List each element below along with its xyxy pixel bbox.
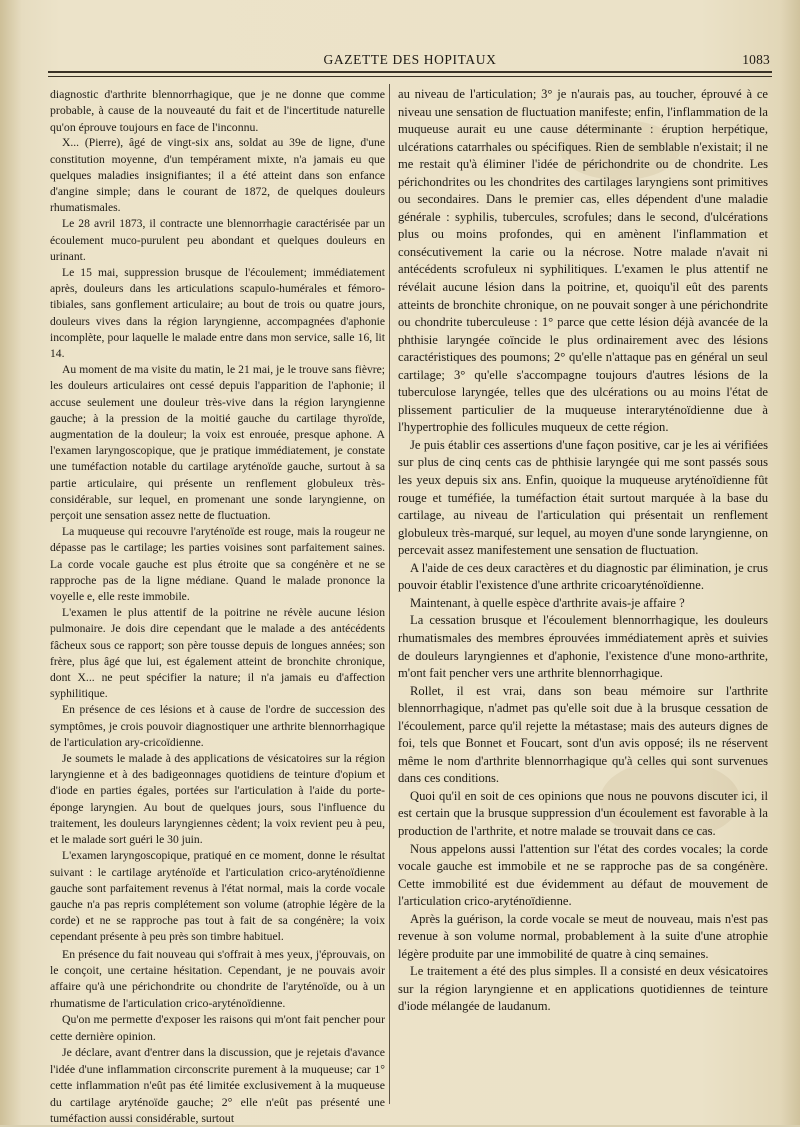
paragraph: diagnostic d'arthrite blennorrhagique, que je ne donne que comme probable, à cause de la nouveauté du fait et de l'incertitude naturelle qu'on éprouve toujours en face de l'inconnu. bbox=[50, 87, 385, 134]
paragraph: La cessation brusque et l'écoulement blennorrhagique, les douleurs rhumatismales des membres éprouvées immédiatement après et suivies de douleurs laryngiennes et d'aphonie, l'existence d'une mono-arthrite, m'ont fait pencher vers une arthrite blennorrhagique. bbox=[398, 613, 768, 681]
paragraph: Je soumets le malade à des applications de vésicatoires sur la région laryngienne et à des badigeonnages quotidiens de teinture d'opium et d'iode en parties égales, portées sur l'articulation à l'aide du porte-éponge laryngien. Au bout de quelques jours, sous l'influence du traitement, les douleurs laryngiennes cèdent; la voix revient peu à peu, et le malade sort guéri le 30 juin. bbox=[50, 752, 385, 847]
left-column bbox=[50, 86, 385, 1127]
paragraph: Au moment de ma visite du matin, le 21 mai, je le trouve sans fièvre; les douleurs articulaires ont cessé depuis l'apparition de l'aphonie; il accuse seulement une douleur très-vive dans la région laryngienne gauche; à la pression de la moitié gauche du cartilage thyroïde, augmentation de la douleur; la voix est enrouée, presque aphone. A l'examen laryngoscopique, que je pratique immédiatement, je constate une tuméfaction notable du cartilage aryténoïde gauche, surtout à sa partie articulaire, qui présente un renflement globuleux très-considérable, sur lequel, en promenant une sonde laryngienne, on perçoit une sensation assez nette de fluctuation. bbox=[50, 363, 385, 523]
paragraph: Le traitement a été des plus simples. Il a consisté en deux vésicatoires sur la région laryngienne et en applications quotidiennes de teinture d'iode mélangée de laudanum. bbox=[398, 964, 768, 1014]
column-divider bbox=[389, 84, 390, 1104]
header-rule-thin bbox=[48, 76, 772, 77]
paragraph: Je puis établir ces assertions d'une façon positive, car je les ai vérifiées sur plus de cinq cents cas de phthisie laryngée qui me sont passés sous les yeux depuis six ans. Enfin, quoique la muqueuse aryténoïdienne fût rouge et tuméfiée, la tuméfaction était surtout marquée à la base du cartilage, au niveau de l'articulation qui présentait un renflement globuleux très-marqué, sur lequel, au moyen d'une sonde laryngienne, on percevait assez manifestement une sensation de fluctuation. bbox=[398, 437, 768, 558]
paragraph: Qu'on me permette d'exposer les raisons qui m'ont fait pencher pour cette dernière opinion. bbox=[50, 1012, 385, 1043]
paragraph: Maintenant, à quelle espèce d'arthrite avais-je affaire ? bbox=[410, 595, 685, 610]
paragraph: En présence de ces lésions et à cause de l'ordre de succession des symptômes, je crois pouvoir diagnostiquer une arthrite blennorrhagique de l'articulation ary-cricoïdienne. bbox=[50, 703, 385, 749]
paragraph: Nous appelons aussi l'attention sur l'état des cordes vocales; la corde vocale gauche est immobile et ne se rapproche pas de sa congénère. Cette immobilité est due évidemment au défaut de mouvement de l'articulation crico-aryténoïdienne. bbox=[398, 841, 768, 909]
header-rule-thick bbox=[48, 71, 772, 73]
paragraph: Après la guérison, la corde vocale se meut de nouveau, mais n'est pas revenue à son volume normal, probablement à la suite d'une atrophie légère produite par une immobilité de quatre à cinq semaines. bbox=[398, 911, 768, 961]
paragraph: au niveau de l'articulation; 3° je n'aurais pas, au toucher, éprouvé à ce niveau une sensation de fluctuation manifeste; enfin, l'inflammation de la muqueuse aurait eu une cause déterminante : éruption herpétique, ulcérations catarrhales ou spécifiques. Rien de semblable n'existait; il ne me restait qu'à éliminer l'idée de périchondrite ou de chondrite. Les périchondrites ou les chondrites des cartilages laryngiens sont primitives ou secondaires. Dans le premier cas, elles dépendent d'une maladie générale : syphilis, tubercules, scrofules; dans le second, d'ulcérations plus ou moins profondes, qui en amènent l'inflammation et consécutivement la carie ou la nécrose. Notre malade n'avait ni antécédents scrofuleux ni syphilitiques. L'examen le plus attentif ne révélait aucune lésion dans la poitrine, et, quoiqu'il eût des parents atteints de bronchite chronique, on ne pouvait songer à une périchondrite ou chondrite tuberculeuse : 1° parce que cette lésion déjà avancée de la phthisie laryngée coïncide le plus ordinairement avec des lésions caractéristiques des poumons; 2° qu'elle n'attaque pas en général un seul cartilage; 3° qu'elle s'accompagne toujours d'autres lésions de la tuberculose laryngée, telles que des ulcérations ou au moins l'état de plissement particulier de la muqueuse interaryténoïdienne due à l'hypertrophie des follicules muqueux de cette région. bbox=[398, 87, 768, 435]
paragraph: X... (Pierre), âgé de vingt-six ans, soldat au 39e de ligne, d'une constitution moyenne, d'un tempérament mixte, n'a jamais eu que quelques maladies insignifiantes; il a été atteint dans son enfance d'angine simple; dans le courant de 1872, de quelques douleurs rhumatismales. bbox=[50, 136, 385, 215]
paragraph: L'examen le plus attentif de la poitrine ne révèle aucune lésion pulmonaire. Je dois dire cependant que le malade a des antécédents fâcheux sous ce rapport; son père tousse depuis de longues années; son frère, plus âgé que lui, est également atteint de bronchite chronique, dont X... ne peut spécifier la nature; il n'a jamais eu d'affection syphilitique. bbox=[50, 606, 385, 701]
paragraph: L'examen laryngoscopique, pratiqué en ce moment, donne le résultat suivant : le cartilage aryténoïde et l'articulation crico-aryténoïdienne gauche sont parfaitement revenus à l'état normal, mais la corde vocale gauche n'a pas repris complétement son volume (atrophie légère de la corde) et ne se rapproche pas tout à fait de sa congénère; la voix cependant présente à peu près son timbre habituel. bbox=[50, 849, 385, 944]
right-column bbox=[398, 86, 768, 1016]
paragraph: Le 28 avril 1873, il contracte une blennorrhagie caractérisée par un écoulement muco-purulent peu abondant et quelques douleurs en urinant. bbox=[50, 217, 385, 263]
paragraph: Rollet, il est vrai, dans son beau mémoire sur l'arthrite blennorrhagique, n'admet pas qu'elle soit due à la brusque cessation de l'écoulement, parce qu'il rejette la métastase; mais des auteurs dignes de foi, tels que Bonnet et Foucart, sont d'un avis opposé; ils ne réservent même le nom d'arthrite blennorrhagique qu'à celles qui sont survenues dans ces conditions. bbox=[398, 683, 768, 786]
paragraph: La muqueuse qui recouvre l'aryténoïde est rouge, mais la rougeur ne dépasse pas le cartilage; les parties voisines sont parfaitement saines. La corde vocale gauche est plus étroite que sa congénère et ne se rapproche pas de la ligne médiane. Quand le malade prononce la voyelle e, elle reste immobile. bbox=[50, 525, 385, 604]
paragraph: A l'aide de ces deux caractères et du diagnostic par élimination, je crus pouvoir établir l'existence d'une arthrite cricoaryténoïdienne. bbox=[398, 560, 768, 593]
paragraph: En présence du fait nouveau qui s'offrait à mes yeux, j'éprouvais, on le conçoit, une certaine hésitation. Cependant, je ne pouvais avoir affaire qu'à une périchondrite ou chondrite de l'aryténoïde, ou à un rhumatisme de l'articulation crico-aryténoïdienne. bbox=[50, 946, 385, 1010]
paragraph: Je déclare, avant d'entrer dans la discussion, que je rejetais d'avance l'idée d'une inflammation circonscrite purement à la muqueuse; car 1° cette inflammation n'eût pas été limitée exclusivement à la muqueuse du cartilage aryténoïde gauche; 2° elle n'eût pas présenté une tuméfaction aussi considérable, surtout bbox=[50, 1045, 385, 1126]
paragraph: Quoi qu'il en soit de ces opinions que nous ne pouvons discuter ici, il est certain que la brusque suppression d'un écoulement est favorable à la production de l'arthrite, et notre malade se trouvait dans ce cas. bbox=[398, 788, 768, 838]
paragraph: Le 15 mai, suppression brusque de l'écoulement; immédiatement après, douleurs dans les articulations scapulo-humérales et fémoro-tibiales, sans gonflement articulaire; au bout de trois ou quatre jours, douleurs vives dans la région laryngienne, accompagnées d'aphonie incomplète, pour laquelle le malade entre dans mon service, salle 16, lit 14. bbox=[50, 265, 385, 360]
page-number: 1083 bbox=[742, 52, 770, 67]
journal-title: GAZETTE DES HOPITAUX bbox=[323, 52, 497, 67]
